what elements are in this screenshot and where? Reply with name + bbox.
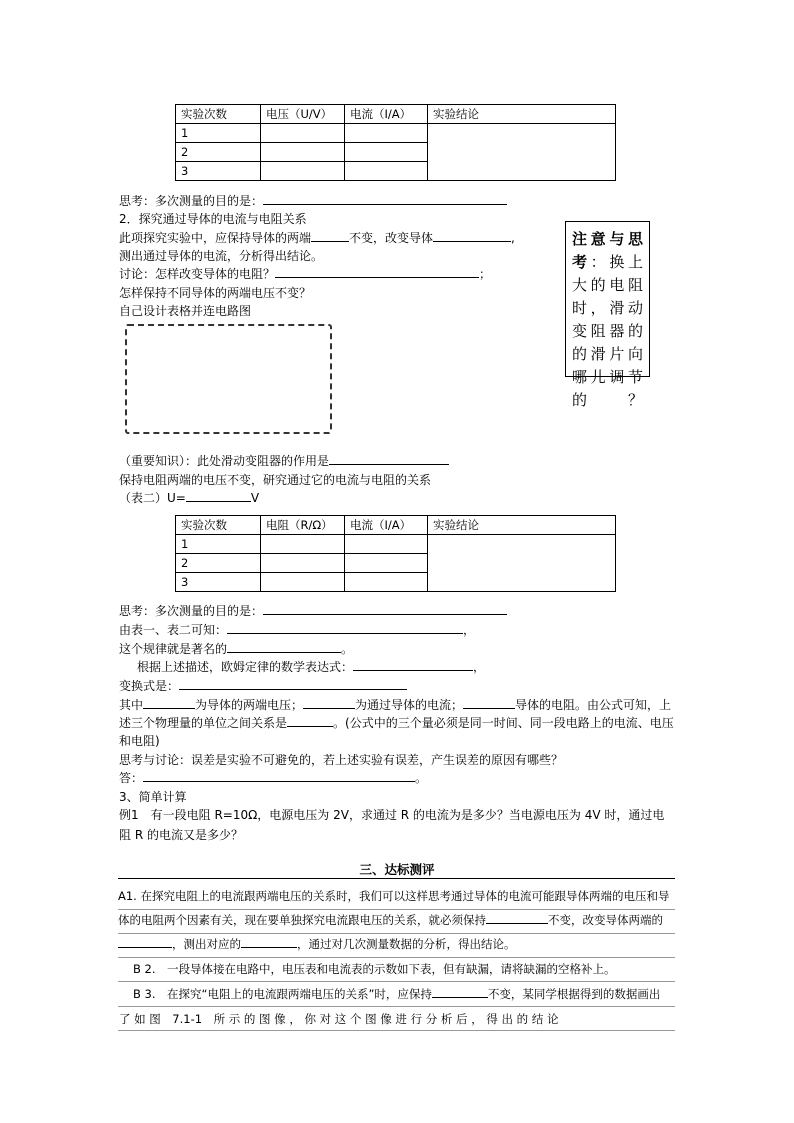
text: ，通过对几次测量数据的分析，得出结论。 — [297, 937, 516, 951]
blank-field[interactable] — [263, 603, 507, 615]
blank-field[interactable] — [227, 641, 341, 653]
table-header: 电压（U/V） — [261, 105, 345, 124]
rule-line — [118, 933, 675, 934]
text: （表二）U= — [119, 491, 186, 505]
note-title: 注意与思考 — [572, 230, 643, 271]
text: 导体的电阻。由公式可知，上 — [515, 698, 672, 712]
text: ， — [473, 660, 486, 674]
blank-field[interactable] — [432, 986, 488, 998]
rule-line — [118, 957, 675, 958]
blank-field[interactable] — [463, 697, 515, 709]
table-header: 实验结论 — [428, 516, 616, 535]
section-3-title: 3、简单计算 — [119, 790, 187, 804]
table-header: 电流（I/A） — [345, 516, 428, 535]
table-cell: 1 — [176, 535, 261, 554]
table-cell: 2 — [176, 554, 261, 573]
note-text: ：换上大的电阻时，滑动变阻器的的滑片向哪儿调节的？ — [572, 253, 643, 409]
text: 不变，改变导体 — [349, 231, 434, 245]
sec2-line-2: 测出通过导体的电流，分析得出结论。 — [119, 249, 324, 263]
table-cell[interactable] — [261, 162, 345, 181]
question-b2: B 2. 一段导体接在电路中，电压表和电流表的示数如下表，但有缺漏，请将缺漏的空格补上。 — [133, 962, 616, 976]
text: 变换式是： — [119, 679, 180, 693]
text: 思考：多次测量的目的是： — [119, 604, 264, 618]
think-label: 思考：多次测量的目的是： — [119, 194, 264, 208]
table-cell: 3 — [176, 573, 261, 592]
text: 这个规律就是著名的 — [119, 642, 228, 656]
circuit-design-area[interactable] — [125, 324, 332, 434]
text: 。 — [415, 771, 428, 785]
text: 为导体的两端电压； — [195, 698, 304, 712]
table-cell: 3 — [176, 162, 261, 181]
blank-field[interactable] — [241, 936, 297, 948]
blank-field[interactable] — [263, 193, 507, 205]
rule-line — [118, 981, 675, 982]
keep-line: 怎样保持不同导体的两端电压不变？ — [119, 286, 312, 300]
question-a1 — [118, 884, 675, 956]
blank-field[interactable] — [179, 678, 407, 690]
section-2-title: 2．探究通过导体的电流与电阻关系 — [119, 212, 307, 226]
text: 其中 — [119, 698, 144, 712]
table-resistance-current — [175, 515, 616, 592]
rule-line — [118, 909, 675, 910]
table-cell: 2 — [176, 143, 261, 162]
ohm-expression-line — [137, 658, 485, 675]
blank-field[interactable] — [311, 230, 349, 242]
text: V — [250, 491, 260, 505]
text: （重要知识）：此处滑动变阻器的作用是 — [119, 454, 330, 468]
section-title: 三、达标测评 — [359, 862, 435, 877]
table-cell[interactable] — [261, 124, 345, 143]
text: A1. 在探究电阻上的电流跟两端电压的关系时，我们可以这样思考通过导体的电流可能跟导体两端的电压和导体的电阻两个因素有关，现在要单独探究电流跟电压的关系，就必须保持 — [118, 889, 670, 927]
discuss-line — [119, 265, 491, 282]
blank-field[interactable] — [143, 697, 195, 709]
table-cell[interactable] — [345, 143, 428, 162]
blank-field[interactable] — [186, 490, 251, 502]
table-cell[interactable] — [261, 573, 345, 592]
text: 不变，改变导体两端的 — [548, 913, 663, 927]
table-cell[interactable] — [345, 554, 428, 573]
table-cell[interactable] — [345, 124, 428, 143]
transform-line — [119, 677, 407, 694]
think-question-2 — [119, 602, 507, 619]
famous-line — [119, 640, 353, 657]
from-tables-line — [119, 621, 475, 638]
table-header: 电阻（R/Ω） — [261, 516, 345, 535]
divider — [118, 878, 675, 879]
blank-field[interactable] — [143, 770, 415, 782]
table-header: 电流（I/A） — [345, 105, 428, 124]
table-cell[interactable] — [261, 554, 345, 573]
text: B 3. 在探究“电阻上的电流跟两端电压的关系”时，应保持 — [133, 987, 432, 1001]
answer-line — [119, 769, 427, 786]
table-cell[interactable] — [345, 162, 428, 181]
note-box — [565, 221, 650, 409]
text: 此项探究实验中，应保持导体的两端 — [119, 231, 312, 245]
text: 讨论：怎样改变导体的电阻？ — [119, 267, 276, 281]
text: ， — [463, 623, 476, 637]
rule-line — [118, 1006, 675, 1007]
blank-field[interactable] — [287, 715, 333, 727]
text: 不变，某同学根据得到的数据画出 — [487, 987, 661, 1001]
table-cell[interactable] — [261, 143, 345, 162]
table-header: 实验次数 — [176, 105, 261, 124]
keep-voltage-line: 保持电阻两端的电压不变，研究通过它的电流与电阻的关系 — [119, 473, 432, 487]
question-b3-line2: 了 如 图 7.1-1 所 示 的 图 像 ， 你 对 这 个 图 像 进 行 分 析 后 ， 得 出 的 结 论 — [119, 1012, 559, 1026]
table-cell[interactable] — [345, 573, 428, 592]
where-line-1 — [119, 696, 671, 713]
text: 。 — [341, 642, 354, 656]
table-cell[interactable] — [345, 535, 428, 554]
blank-field[interactable] — [486, 912, 548, 924]
blank-field[interactable] — [433, 230, 511, 242]
blank-field[interactable] — [227, 622, 463, 634]
blank-field[interactable] — [303, 697, 355, 709]
sec2-line-1 — [119, 229, 515, 246]
table-header: 实验结论 — [428, 105, 616, 124]
text: ； — [479, 267, 492, 281]
table-voltage-current — [175, 104, 616, 181]
blank-field[interactable] — [353, 659, 473, 671]
text: 根据上述描述，欧姆定律的数学表达式： — [137, 660, 354, 674]
text: 。(公式中的三个量必须是同一时间、同一段电路上的电流、电压 — [333, 716, 674, 730]
design-line: 自己设计表格并连电路图 — [119, 304, 252, 318]
table-cell[interactable] — [261, 535, 345, 554]
text: 为通过导体的电流； — [355, 698, 464, 712]
text: 述三个物理量的单位之间关系是 — [119, 716, 288, 730]
rule-line — [118, 1030, 675, 1031]
text: 答： — [119, 771, 144, 785]
text: ，测出对应的 — [172, 937, 241, 951]
blank-field[interactable] — [118, 936, 172, 948]
table-cell: 1 — [176, 124, 261, 143]
conclusion-cell[interactable] — [428, 535, 616, 592]
key-knowledge-line — [119, 452, 449, 469]
text: 由表一、表二可知： — [119, 623, 228, 637]
where-line-2 — [119, 714, 674, 731]
question-b3 — [133, 986, 660, 1002]
where-line-3: 和电阻) — [119, 734, 160, 748]
think-question-1 — [119, 192, 507, 209]
example-1: 例1 有一段电阻 R=10Ω，电源电压为 2V，求通过 R 的电流为是多少？当电源电压为 4V 时，通过电阻 R 的电流又是多少？ — [119, 808, 665, 842]
blank-field[interactable] — [275, 266, 479, 278]
table2-label — [119, 489, 259, 506]
error-question: 思考与讨论：误差是实验不可避免的，若上述实验有误差，产生误差的原因有哪些？ — [119, 753, 564, 767]
conclusion-cell[interactable] — [428, 124, 616, 181]
text: , — [511, 231, 515, 245]
blank-field[interactable] — [329, 453, 449, 465]
table-header: 实验次数 — [176, 516, 261, 535]
